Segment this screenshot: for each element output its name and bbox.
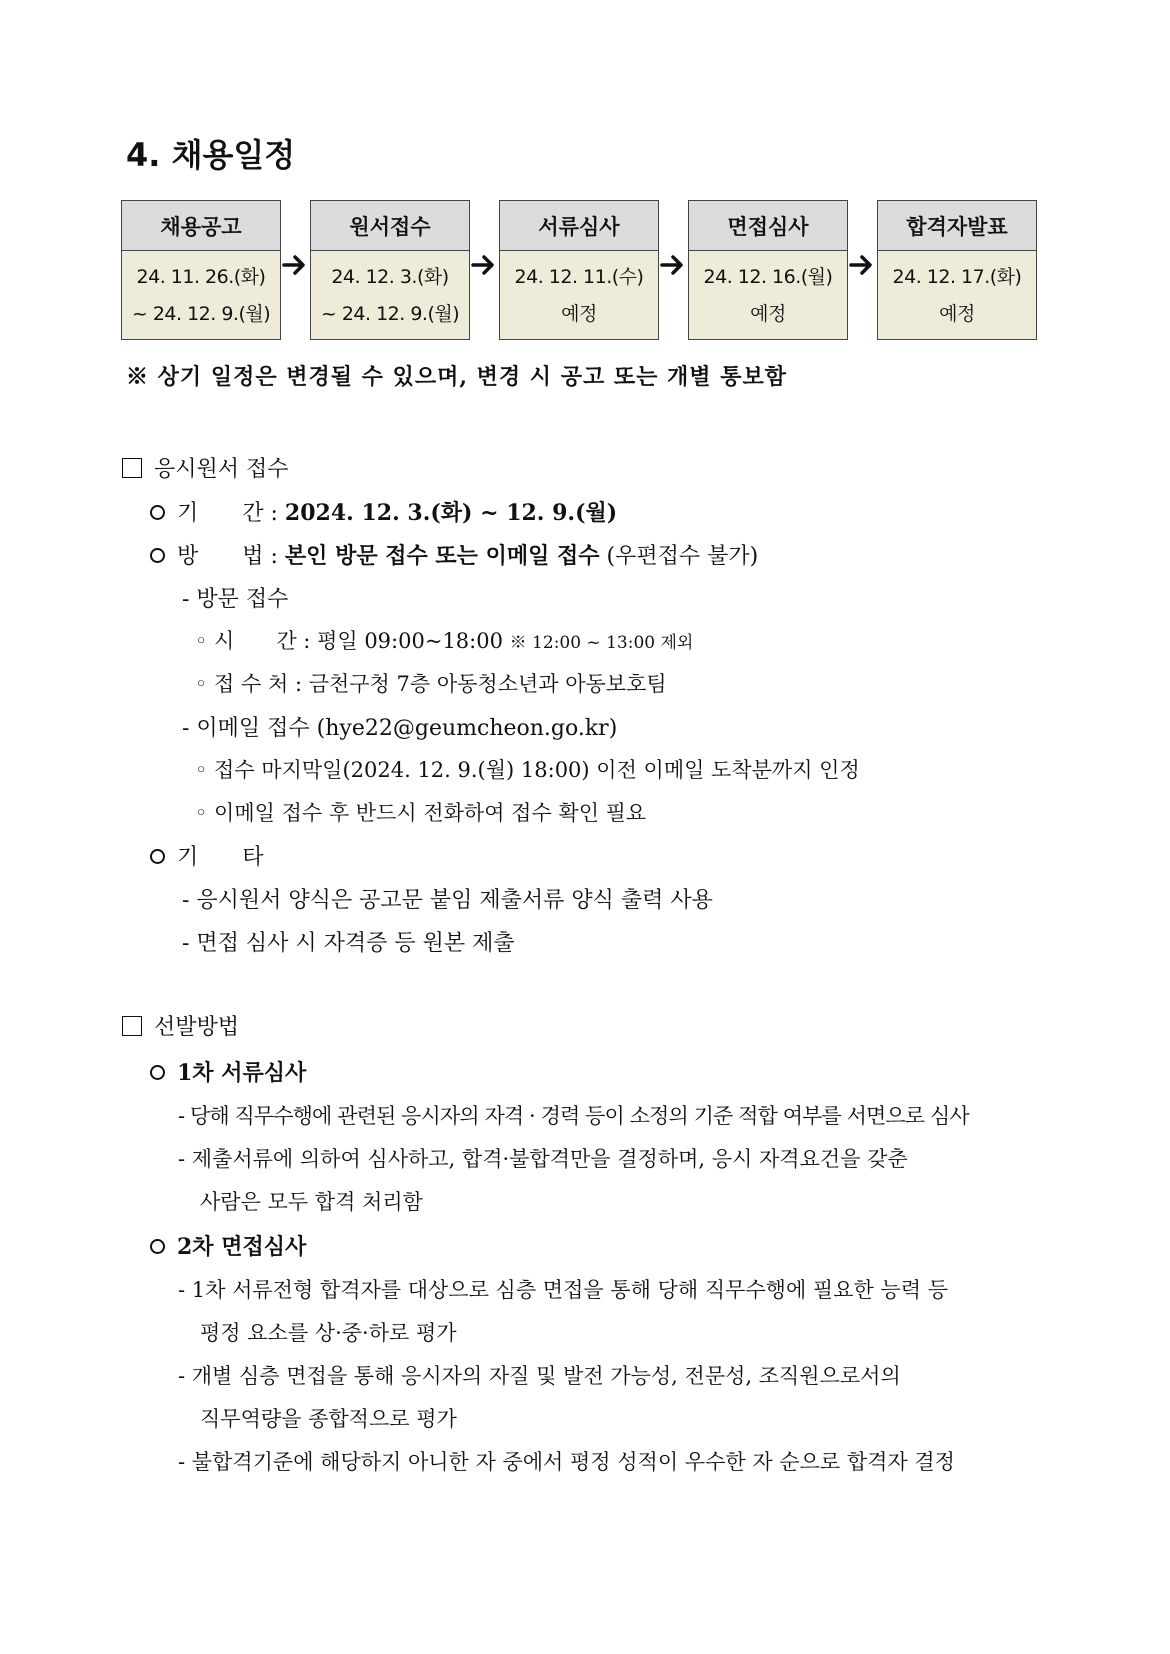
- arrow-right-icon: [658, 250, 688, 280]
- method-note: (우편접수 불가): [606, 544, 759, 569]
- second-screening-label: 2차 면접심사: [177, 1234, 307, 1260]
- arrow-right-icon: [469, 250, 499, 280]
- second-item-individual-cont: 직무역량을 종합적으로 평가: [200, 1407, 457, 1431]
- stage-date-line2: 예정: [939, 303, 975, 325]
- method-value: 본인 방문 접수 또는 이메일 접수: [284, 543, 600, 569]
- stage-box-recruit-notice: [121, 200, 281, 340]
- schedule-notice: ※ 상기 일정은 변경될 수 있으며, 변경 시 공고 또는 개별 통보함: [126, 364, 787, 390]
- stage-dates: [122, 251, 280, 341]
- email-item-deadline: ◦ 접수 마지막일(2024. 12. 9.(월) 18:00) 이전 이메일 도착분까지 인정: [195, 758, 860, 782]
- section-title: 4. 채용일정: [126, 136, 296, 174]
- etc-item-original: - 면접 심사 시 자격증 등 원본 제출: [182, 931, 515, 956]
- second-item-interview: - 1차 서류전형 합격자를 대상으로 심층 면접을 통해 당해 직무수행에 필요한 능력 등: [178, 1278, 948, 1302]
- stage-date-line1: 24. 12. 3.(화): [331, 266, 449, 288]
- first-item-review: - 당해 직무수행에 관련된 응시자의 자격 · 경력 등이 소정의 기준 적합 여부를 서면으로 심사: [178, 1104, 969, 1128]
- stage-dates: [311, 251, 469, 341]
- first-item-pass-cont: 사람은 모두 합격 처리함: [200, 1190, 423, 1214]
- application-etc: [150, 840, 264, 871]
- visit-time-value: 평일 09:00~18:00: [317, 629, 503, 653]
- second-screening: [150, 1230, 306, 1261]
- visit-time-label: ◦ 시 간 :: [195, 629, 311, 653]
- stage-box-document-review: [499, 200, 659, 340]
- stage-name: 채용공고: [122, 201, 280, 251]
- stage-name: 합격자발표: [878, 201, 1036, 251]
- stage-box-interview: [688, 200, 848, 340]
- first-screening: [150, 1056, 306, 1087]
- stage-dates: [878, 251, 1036, 341]
- stage-date-line1: 24. 12. 11.(수): [514, 266, 644, 288]
- application-heading: [122, 452, 289, 483]
- stage-dates: [500, 251, 658, 341]
- checkbox-square-icon: [122, 1016, 142, 1036]
- circle-bullet-icon: [150, 505, 165, 520]
- application-heading-text: 응시원서 접수: [154, 457, 289, 482]
- period-label: 기 간 :: [177, 501, 278, 526]
- stage-date-line2: 예정: [561, 303, 597, 325]
- email-heading: - 이메일 접수 (hye22@geumcheon.go.kr): [182, 716, 618, 741]
- arrow-right-icon: [847, 250, 877, 280]
- circle-bullet-icon: [150, 1239, 165, 1254]
- second-item-individual: - 개별 심층 면접을 통해 응시자의 자질 및 발전 가능성, 전문성, 조직원으로서의: [178, 1364, 901, 1388]
- checkbox-square-icon: [122, 458, 142, 478]
- arrow-right-icon: [280, 250, 310, 280]
- stage-name: 원서접수: [311, 201, 469, 251]
- email-item-confirm: ◦ 이메일 접수 후 반드시 전화하여 접수 확인 필요: [195, 801, 647, 825]
- stage-date-line2: ~ 24. 12. 9.(월): [320, 303, 460, 325]
- stage-date-line1: 24. 11. 26.(화): [136, 266, 266, 288]
- period-value: 2024. 12. 3.(화) ~ 12. 9.(월): [284, 500, 618, 526]
- stage-name: 면접심사: [689, 201, 847, 251]
- circle-bullet-icon: [150, 1065, 165, 1080]
- method-label: 방 법 :: [177, 544, 278, 569]
- second-item-interview-cont: 평정 요소를 상·중·하로 평가: [200, 1321, 457, 1345]
- visit-heading: - 방문 접수: [182, 587, 289, 612]
- stage-date-line2: 예정: [750, 303, 786, 325]
- selection-heading-text: 선발방법: [154, 1015, 240, 1040]
- selection-heading: [122, 1010, 239, 1041]
- visit-time-note: ※ 12:00 ~ 13:00 제외: [509, 633, 694, 653]
- visit-time: [195, 625, 693, 655]
- stage-date-line1: 24. 12. 16.(월): [703, 266, 833, 288]
- visit-place: ◦ 접 수 처 : 금천구청 7층 아동청소년과 아동보호팀: [195, 672, 667, 696]
- circle-bullet-icon: [150, 548, 165, 563]
- first-item-pass: - 제출서류에 의하여 심사하고, 합격·불합격만을 결정하며, 응시 자격요건을 갖춘: [178, 1147, 908, 1171]
- stage-date-line2: ~ 24. 12. 9.(월): [131, 303, 271, 325]
- etc-label: 기 타: [177, 845, 264, 870]
- stage-dates: [689, 251, 847, 341]
- etc-item-form: - 응시원서 양식은 공고문 붙임 제출서류 양식 출력 사용: [182, 888, 713, 913]
- stage-box-result-announcement: [877, 200, 1037, 340]
- stage-box-application: [310, 200, 470, 340]
- application-period: [150, 496, 617, 527]
- stage-name: 서류심사: [500, 201, 658, 251]
- first-screening-label: 1차 서류심사: [177, 1060, 307, 1086]
- application-method: [150, 539, 758, 570]
- circle-bullet-icon: [150, 849, 165, 864]
- stage-date-line1: 24. 12. 17.(화): [892, 266, 1022, 288]
- second-item-decision: - 불합격기준에 해당하지 아니한 자 중에서 평정 성적이 우수한 자 순으로 합격자 결정: [178, 1450, 955, 1474]
